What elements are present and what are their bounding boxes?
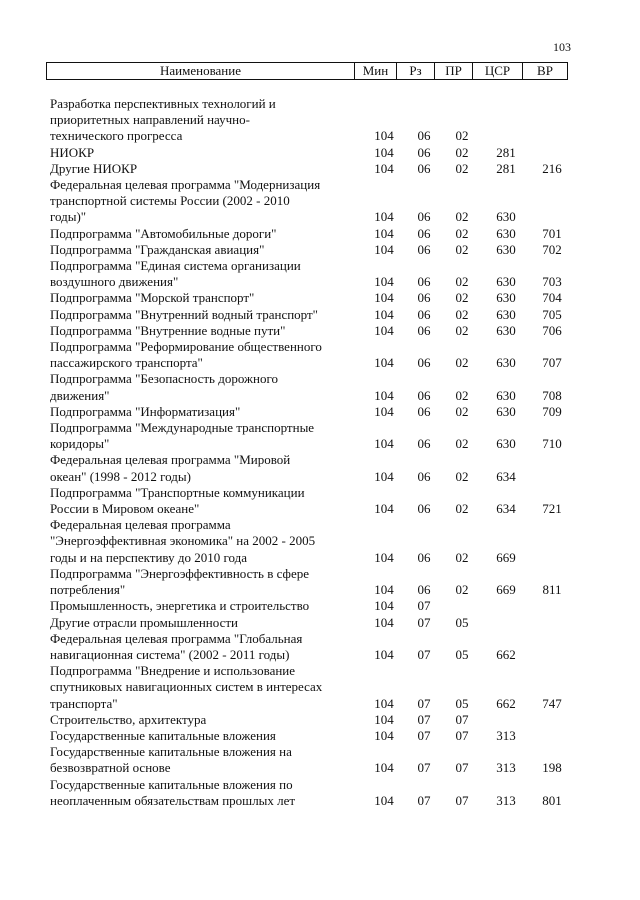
table-row xyxy=(50,744,566,776)
row-name-line: Подпрограмма "Внутренние водные пути" xyxy=(50,322,286,338)
row-codes xyxy=(50,598,566,614)
cell-csr: 281 xyxy=(496,144,516,160)
row-name-line: транспортной системы России (2002 - 2010 xyxy=(50,193,290,209)
row-name-line: неоплаченным обязательствам прошлых лет xyxy=(50,792,296,808)
table-row xyxy=(50,258,566,290)
row-codes xyxy=(50,242,566,258)
row-name-line: Подпрограмма "Безопасность дорожного xyxy=(50,371,278,387)
row-name-line: Подпрограмма "Транспортные коммуникации xyxy=(50,484,305,500)
row-name-line: безвозвратной основе xyxy=(50,760,171,776)
cell-pr: 07 xyxy=(455,760,469,776)
cell-pr: 02 xyxy=(455,403,469,419)
row-codes xyxy=(50,355,566,371)
row-codes xyxy=(50,615,566,631)
cell-vr: 198 xyxy=(542,760,562,776)
row-name-line: движения" xyxy=(50,387,110,403)
cell-min: 104 xyxy=(374,274,394,290)
cell-rz: 07 xyxy=(417,727,431,743)
row-codes xyxy=(50,728,566,744)
cell-rz: 06 xyxy=(417,241,431,257)
cell-csr: 634 xyxy=(496,501,516,517)
row-name-line: Разработка перспективных технологий и xyxy=(50,96,276,111)
row-codes xyxy=(50,290,566,306)
row-name-line: Подпрограмма "Гражданская авиация" xyxy=(50,241,265,257)
row-name-line: приоритетных направлений научно- xyxy=(50,112,250,128)
cell-pr: 02 xyxy=(455,468,469,484)
row-codes xyxy=(50,582,566,598)
cell-csr: 281 xyxy=(496,160,516,176)
table-row xyxy=(50,290,566,306)
row-codes xyxy=(50,696,566,712)
row-codes xyxy=(50,404,566,420)
cell-pr: 02 xyxy=(455,225,469,241)
table-row xyxy=(50,452,566,484)
table-row xyxy=(50,339,566,371)
cell-rz: 06 xyxy=(417,306,431,322)
row-codes xyxy=(50,647,566,663)
cell-rz: 06 xyxy=(417,403,431,419)
row-name-line: Строительство, архитектура xyxy=(50,711,207,727)
cell-csr: 630 xyxy=(496,387,516,403)
row-name-line: спутниковых навигационных систем в интересах xyxy=(50,679,323,695)
table-row xyxy=(50,404,566,420)
cell-rz: 06 xyxy=(417,274,431,290)
cell-pr: 02 xyxy=(455,274,469,290)
cell-rz: 06 xyxy=(417,582,431,598)
cell-csr: 313 xyxy=(496,727,516,743)
table-row xyxy=(50,177,566,226)
cell-min: 104 xyxy=(374,760,394,776)
row-name-line: годы)" xyxy=(50,209,87,225)
row-name-line: Подпрограмма "Реформирование общественного xyxy=(50,339,322,355)
cell-csr: 669 xyxy=(496,582,516,598)
table-row xyxy=(50,371,566,403)
row-name-line: Подпрограмма "Морской транспорт" xyxy=(50,290,255,306)
cell-min: 104 xyxy=(374,727,394,743)
cell-pr: 07 xyxy=(455,711,469,727)
row-name-line: Федеральная целевая программа "Мировой xyxy=(50,452,291,468)
table-row xyxy=(50,777,566,809)
cell-vr: 216 xyxy=(542,160,562,176)
cell-vr: 747 xyxy=(542,695,562,711)
row-name-line: технического прогресса xyxy=(50,128,183,144)
cell-vr: 801 xyxy=(542,792,562,808)
table-row xyxy=(50,615,566,631)
cell-vr: 706 xyxy=(542,322,562,338)
row-name-line: Подпрограмма "Автомобильные дороги" xyxy=(50,225,277,241)
row-name-line: Государственные капитальные вложения xyxy=(50,727,276,743)
table-row xyxy=(50,145,566,161)
cell-min: 104 xyxy=(374,144,394,160)
row-codes xyxy=(50,793,566,809)
cell-rz: 06 xyxy=(417,144,431,160)
header-rz: Рз xyxy=(397,63,435,79)
cell-rz: 06 xyxy=(417,436,431,452)
table-body xyxy=(50,96,566,809)
cell-pr: 02 xyxy=(455,355,469,371)
row-name-line: коридоры" xyxy=(50,436,110,452)
row-name-line: Подпрограмма "Энергоэффективность в сфере xyxy=(50,565,310,581)
cell-min: 104 xyxy=(374,403,394,419)
table-row xyxy=(50,485,566,517)
header-vr: ВР xyxy=(537,63,553,78)
row-name-line: Государственные капитальные вложения на xyxy=(50,744,292,760)
cell-csr: 630 xyxy=(496,225,516,241)
cell-min: 104 xyxy=(374,322,394,338)
cell-vr: 703 xyxy=(542,274,562,290)
cell-rz: 07 xyxy=(417,792,431,808)
cell-rz: 07 xyxy=(417,614,431,630)
table-row xyxy=(50,323,566,339)
cell-csr: 630 xyxy=(496,306,516,322)
cell-rz: 07 xyxy=(417,646,431,662)
cell-pr: 05 xyxy=(455,614,469,630)
row-name-line: транспорта" xyxy=(50,695,118,711)
cell-vr: 708 xyxy=(542,387,562,403)
row-codes xyxy=(50,145,566,161)
row-name-line: Федеральная целевая программа "Модернизация xyxy=(50,177,321,193)
header-csr: ЦСР xyxy=(473,63,523,79)
cell-min: 104 xyxy=(374,711,394,727)
cell-min: 104 xyxy=(374,209,394,225)
cell-rz: 06 xyxy=(417,387,431,403)
cell-min: 104 xyxy=(374,241,394,257)
cell-csr: 630 xyxy=(496,290,516,306)
header-name: Наименование xyxy=(47,63,355,79)
cell-vr: 701 xyxy=(542,225,562,241)
row-name-line: Федеральная целевая программа xyxy=(50,517,231,533)
table-row xyxy=(50,226,566,242)
header-pr: ПР xyxy=(435,63,473,79)
cell-min: 104 xyxy=(374,387,394,403)
cell-min: 104 xyxy=(374,306,394,322)
row-name-line: России в Мировом океане" xyxy=(50,501,200,517)
cell-csr: 669 xyxy=(496,549,516,565)
row-name-line: воздушного движения" xyxy=(50,274,179,290)
table-row xyxy=(50,161,566,177)
cell-rz: 06 xyxy=(417,549,431,565)
cell-pr: 05 xyxy=(455,695,469,711)
row-codes xyxy=(50,550,566,566)
cell-min: 104 xyxy=(374,160,394,176)
cell-min: 104 xyxy=(374,598,394,614)
cell-min: 104 xyxy=(374,468,394,484)
cell-min: 104 xyxy=(374,582,394,598)
cell-min: 104 xyxy=(374,225,394,241)
cell-min: 104 xyxy=(374,290,394,306)
row-codes xyxy=(50,388,566,404)
cell-vr: 707 xyxy=(542,355,562,371)
table-row xyxy=(50,307,566,323)
row-name-line: потребления" xyxy=(50,582,126,598)
row-codes xyxy=(50,226,566,242)
cell-csr: 313 xyxy=(496,792,516,808)
cell-min: 104 xyxy=(374,355,394,371)
row-name-line: годы и на перспективу до 2010 года xyxy=(50,549,247,565)
cell-min: 104 xyxy=(374,646,394,662)
row-name-line: Промышленность, энергетика и строительство xyxy=(50,598,310,614)
cell-rz: 07 xyxy=(417,598,431,614)
cell-csr: 634 xyxy=(496,468,516,484)
cell-vr: 710 xyxy=(542,436,562,452)
row-codes xyxy=(50,274,566,290)
row-name-line: НИОКР xyxy=(50,144,95,160)
cell-vr: 705 xyxy=(542,306,562,322)
cell-pr: 02 xyxy=(455,144,469,160)
table-row xyxy=(50,663,566,712)
cell-pr: 02 xyxy=(455,128,469,144)
row-codes xyxy=(50,161,566,177)
row-codes xyxy=(50,436,566,452)
row-name-line: Другие НИОКР xyxy=(50,160,138,176)
cell-min: 104 xyxy=(374,501,394,517)
cell-pr: 02 xyxy=(455,501,469,517)
row-codes xyxy=(50,307,566,323)
cell-rz: 06 xyxy=(417,355,431,371)
row-codes xyxy=(50,209,566,225)
table-row xyxy=(50,566,566,598)
table-row xyxy=(50,242,566,258)
cell-pr: 02 xyxy=(455,549,469,565)
cell-csr: 313 xyxy=(496,760,516,776)
row-name-line: океан" (1998 - 2012 годы) xyxy=(50,468,191,484)
row-name-line: "Энергоэффективная экономика" на 2002 - 2005 xyxy=(50,533,316,549)
header-min: Мин xyxy=(355,63,397,79)
cell-csr: 630 xyxy=(496,209,516,225)
row-codes xyxy=(50,712,566,728)
cell-csr: 630 xyxy=(496,241,516,257)
row-name-line: пассажирского транспорта" xyxy=(50,355,203,371)
page-number: 103 xyxy=(553,40,571,54)
row-name-line: Подпрограмма "Информатизация" xyxy=(50,403,241,419)
cell-rz: 07 xyxy=(417,695,431,711)
cell-pr: 07 xyxy=(455,792,469,808)
row-name-line: Подпрограмма "Международные транспортные xyxy=(50,420,315,436)
table-row xyxy=(50,598,566,614)
row-name-line: навигационная система" (2002 - 2011 годы) xyxy=(50,646,290,662)
cell-rz: 06 xyxy=(417,225,431,241)
cell-pr: 02 xyxy=(455,322,469,338)
cell-rz: 06 xyxy=(417,322,431,338)
cell-csr: 630 xyxy=(496,403,516,419)
row-codes xyxy=(50,323,566,339)
row-codes xyxy=(50,469,566,485)
cell-csr: 630 xyxy=(496,436,516,452)
row-name-line: Подпрограмма "Внутренний водный транспорт" xyxy=(50,306,318,322)
cell-pr: 07 xyxy=(455,727,469,743)
cell-min: 104 xyxy=(374,614,394,630)
cell-pr: 02 xyxy=(455,582,469,598)
cell-rz: 06 xyxy=(417,160,431,176)
cell-pr: 02 xyxy=(455,387,469,403)
row-codes xyxy=(50,760,566,776)
cell-csr: 630 xyxy=(496,355,516,371)
row-name-line: Другие отрасли промышленности xyxy=(50,614,238,630)
cell-pr: 02 xyxy=(455,306,469,322)
cell-csr: 662 xyxy=(496,695,516,711)
cell-pr: 02 xyxy=(455,160,469,176)
cell-pr: 02 xyxy=(455,436,469,452)
row-codes xyxy=(50,128,566,144)
table-row xyxy=(50,712,566,728)
cell-vr: 811 xyxy=(542,582,562,598)
cell-rz: 06 xyxy=(417,501,431,517)
cell-rz: 06 xyxy=(417,209,431,225)
row-name-line: Федеральная целевая программа "Глобальная xyxy=(50,630,303,646)
row-name-line: Подпрограмма "Внедрение и использование xyxy=(50,663,296,679)
cell-vr: 702 xyxy=(542,241,562,257)
row-codes xyxy=(50,501,566,517)
cell-rz: 07 xyxy=(417,760,431,776)
cell-min: 104 xyxy=(374,436,394,452)
cell-vr: 704 xyxy=(542,290,562,306)
row-name-line: Подпрограмма "Единая система организации xyxy=(50,258,301,274)
cell-min: 104 xyxy=(374,549,394,565)
cell-min: 104 xyxy=(374,128,394,144)
cell-rz: 06 xyxy=(417,468,431,484)
cell-rz: 07 xyxy=(417,711,431,727)
cell-rz: 06 xyxy=(417,290,431,306)
table-row xyxy=(50,420,566,452)
table-row xyxy=(50,96,566,145)
row-name-line: Государственные капитальные вложения по xyxy=(50,776,293,792)
cell-csr: 630 xyxy=(496,322,516,338)
cell-pr: 02 xyxy=(455,290,469,306)
table-header xyxy=(46,62,568,80)
cell-pr: 05 xyxy=(455,646,469,662)
cell-pr: 02 xyxy=(455,241,469,257)
cell-csr: 630 xyxy=(496,274,516,290)
cell-rz: 06 xyxy=(417,128,431,144)
table-row xyxy=(50,631,566,663)
cell-pr: 02 xyxy=(455,209,469,225)
cell-vr: 721 xyxy=(542,501,562,517)
table-row xyxy=(50,517,566,566)
table-row xyxy=(50,728,566,744)
cell-csr: 662 xyxy=(496,646,516,662)
cell-min: 104 xyxy=(374,695,394,711)
cell-vr: 709 xyxy=(542,403,562,419)
cell-min: 104 xyxy=(374,792,394,808)
